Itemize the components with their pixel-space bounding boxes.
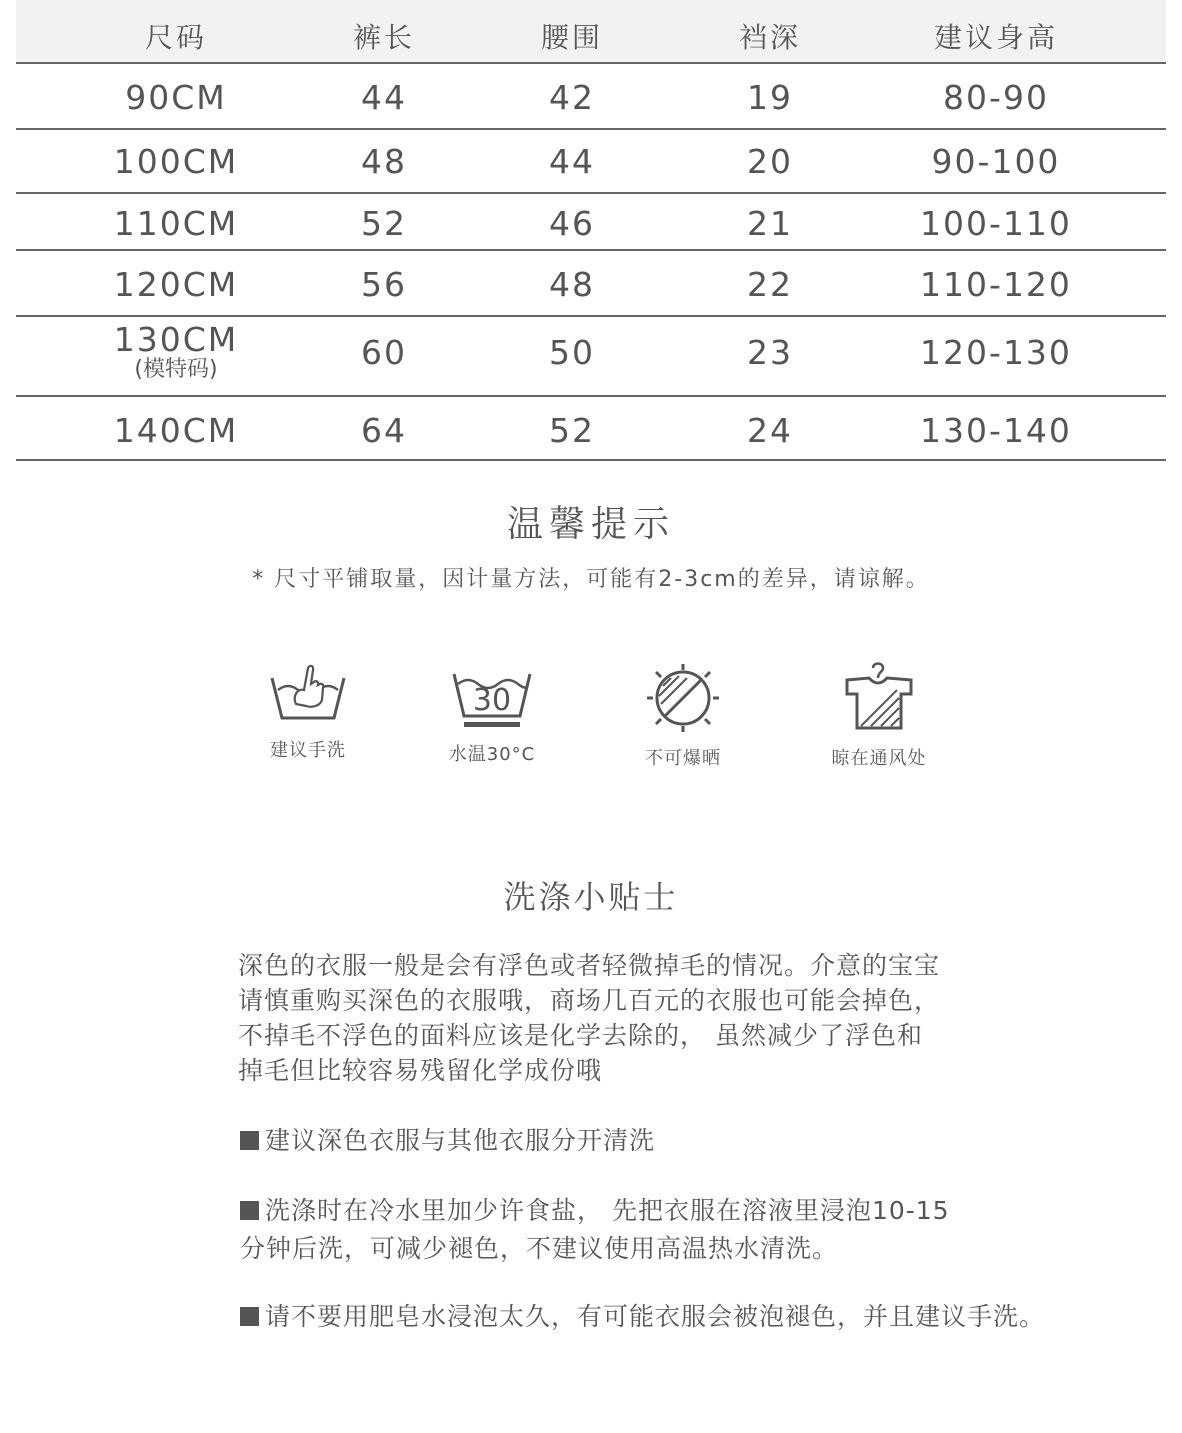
care-hang-dry <box>799 660 959 770</box>
bullet-line: 建议深色衣服与其他衣服分开清洗 <box>265 1126 656 1155</box>
care-label: 晾在通风处 <box>831 748 927 769</box>
cell-pants-length: 64 <box>361 411 407 450</box>
table-row <box>16 251 1166 317</box>
hand-wash-icon <box>268 660 348 724</box>
table-row <box>16 64 1166 130</box>
cell-size: 140CM <box>113 411 239 450</box>
no-sun-icon <box>643 660 723 732</box>
tips-note: * 尺寸平铺取量，因计量方法，可能有2-3cm的差异，请谅解。 <box>252 567 930 592</box>
cell-rise: 24 <box>747 411 793 450</box>
cell-pants-length: 56 <box>361 265 407 304</box>
cell-rise: 21 <box>747 204 793 243</box>
bullet-square-icon <box>240 1201 259 1220</box>
care-hand-wash <box>228 660 388 762</box>
cell-rise: 19 <box>747 78 793 117</box>
washing-bullet <box>240 1192 1140 1268</box>
care-wash-30 <box>412 660 572 766</box>
washing-bullet <box>240 1122 1140 1160</box>
cell-waist: 44 <box>549 142 595 181</box>
cell-height: 100-110 <box>920 204 1072 243</box>
wash-temp-text: 30 <box>472 683 512 718</box>
header-rise: 裆深 <box>738 21 801 54</box>
cell-size: 110CM <box>113 204 239 243</box>
table-header <box>16 0 1166 64</box>
header-height: 建议身高 <box>933 21 1058 54</box>
cell-pants-length: 52 <box>361 204 407 243</box>
bullet-line: 洗涤时在冷水里加少许食盐， 先把衣服在溶液里浸泡10-15 <box>265 1196 950 1225</box>
cell-height: 110-120 <box>920 265 1072 304</box>
paragraph-line: 掉毛但比较容易残留化学成份哦 <box>238 1056 603 1085</box>
table-row <box>16 397 1166 461</box>
wash-30-icon <box>450 660 534 728</box>
cell-waist: 52 <box>549 411 595 450</box>
cell-size <box>76 320 276 387</box>
cell-height: 80-90 <box>943 78 1049 117</box>
cell-height: 120-130 <box>920 333 1072 372</box>
bullet-line: 请不要用肥皂水浸泡太久，有可能衣服会被泡褪色，并且建议手洗。 <box>265 1302 1046 1331</box>
tips-title: 温馨提示 <box>506 504 675 545</box>
bullet-line: 分钟后洗，可减少褪色，不建议使用高温热水清洗。 <box>240 1234 839 1263</box>
paragraph-line: 请慎重购买深色的衣服哦，商场几百元的衣服也可能会掉色， <box>238 986 941 1015</box>
cell-size: 120CM <box>113 265 239 304</box>
washing-paragraph <box>238 948 1118 1088</box>
cell-waist: 42 <box>549 78 595 117</box>
paragraph-line: 深色的衣服一般是会有浮色或者轻微掉毛的情况。介意的宝宝 <box>238 951 941 980</box>
washing-title: 洗涤小贴士 <box>503 878 679 916</box>
cell-pants-length: 60 <box>361 333 407 372</box>
header-waist: 腰围 <box>540 21 603 54</box>
bullet-square-icon <box>240 1307 259 1326</box>
table-row <box>16 130 1166 194</box>
size-table <box>16 0 1166 450</box>
care-label: 不可爆晒 <box>645 748 721 769</box>
cell-waist: 46 <box>549 204 595 243</box>
cell-rise: 22 <box>747 265 793 304</box>
header-size: 尺码 <box>144 21 207 54</box>
cell-pants-length: 48 <box>361 142 407 181</box>
cell-height: 90-100 <box>931 142 1061 181</box>
table-row <box>16 194 1166 251</box>
hang-dry-icon <box>839 660 919 732</box>
cell-size: 90CM <box>125 78 227 117</box>
care-label: 水温30°C <box>448 744 536 765</box>
bullet-square-icon <box>240 1131 259 1150</box>
care-label: 建议手洗 <box>270 740 346 761</box>
care-no-sun <box>603 660 763 770</box>
cell-size-value: 130CM <box>113 320 239 359</box>
cell-size-note: (模特码) <box>134 357 218 382</box>
cell-waist: 50 <box>549 333 595 372</box>
cell-size: 100CM <box>113 142 239 181</box>
washing-bullet <box>240 1298 1140 1336</box>
paragraph-line: 不掉毛不浮色的面料应该是化学去除的， 虽然减少了浮色和 <box>238 1021 923 1050</box>
cell-rise: 23 <box>747 333 793 372</box>
cell-rise: 20 <box>747 142 793 181</box>
cell-height: 130-140 <box>920 411 1072 450</box>
table-row <box>16 317 1166 397</box>
cell-waist: 48 <box>549 265 595 304</box>
cell-pants-length: 44 <box>361 78 407 117</box>
header-pants-length: 裤长 <box>352 21 415 54</box>
